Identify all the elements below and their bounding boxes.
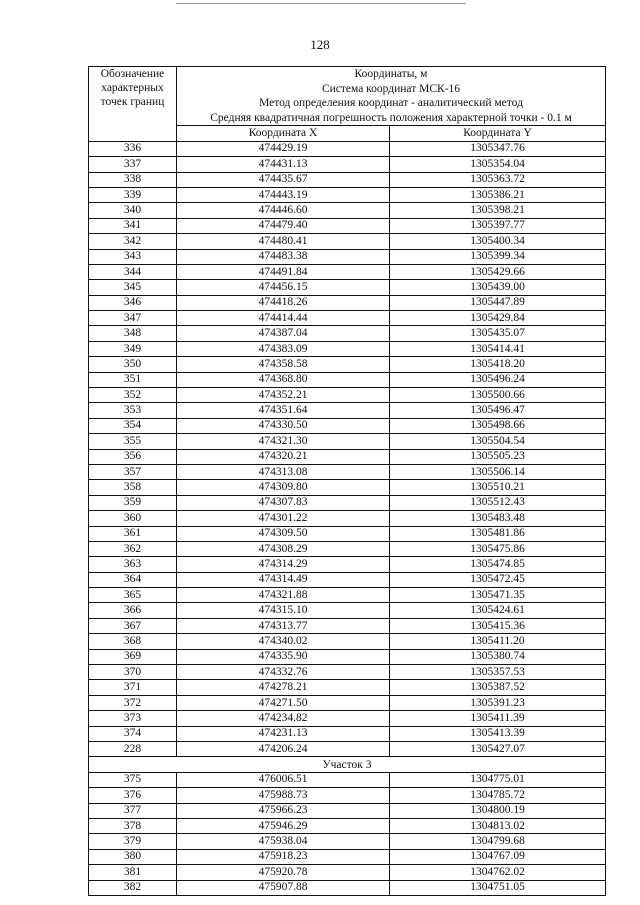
coord-y-cell: 1305357.53: [390, 665, 606, 680]
point-id-cell: 368: [89, 634, 177, 649]
point-id-cell: 339: [89, 187, 177, 202]
coord-y-cell: 1304775.01: [390, 772, 606, 787]
coordinates-header: [177, 67, 606, 126]
point-id-cell: 381: [89, 865, 177, 880]
table-row: [89, 157, 606, 172]
coord-y-cell: 1305380.74: [390, 649, 606, 664]
point-id-cell: 348: [89, 326, 177, 341]
table-row: [89, 695, 606, 710]
point-id-cell: 375: [89, 772, 177, 787]
coord-x-cell: 474431.13: [177, 157, 390, 172]
point-id-cell: 373: [89, 711, 177, 726]
coord-x-cell: 475946.29: [177, 818, 390, 833]
coord-x-cell: 474418.26: [177, 295, 390, 310]
point-id-cell: 378: [89, 818, 177, 833]
table-row: [89, 849, 606, 864]
coord-x-cell: 474308.29: [177, 541, 390, 556]
point-id-cell: 357: [89, 464, 177, 479]
point-id-cell: 374: [89, 726, 177, 741]
section-label: Участок 3: [89, 757, 606, 772]
coord-x-cell: 474271.50: [177, 695, 390, 710]
coord-x-cell: 474351.64: [177, 403, 390, 418]
coord-y-cell: 1305397.77: [390, 218, 606, 233]
coord-y-cell: 1305414.41: [390, 341, 606, 356]
coord-y-cell: 1304767.09: [390, 849, 606, 864]
coord-x-cell: 474491.84: [177, 264, 390, 279]
coord-y-cell: 1305398.21: [390, 203, 606, 218]
coord-y-cell: 1305400.34: [390, 234, 606, 249]
coord-x-cell: 474414.44: [177, 311, 390, 326]
coord-y-cell: 1305427.07: [390, 742, 606, 757]
coord-y-cell: 1304799.68: [390, 834, 606, 849]
point-id-cell: 350: [89, 357, 177, 372]
point-id-cell: 338: [89, 172, 177, 187]
coord-y-cell: 1305391.23: [390, 695, 606, 710]
coord-x-cell: 474383.09: [177, 341, 390, 356]
coord-y-cell: 1304813.02: [390, 818, 606, 833]
designation-header-line: характерных: [101, 82, 164, 94]
point-id-cell: 349: [89, 341, 177, 356]
coord-x-cell: 475920.78: [177, 865, 390, 880]
table-row: [89, 618, 606, 633]
coordinates-header-line: Метод определения координат - аналитический метод: [259, 97, 523, 110]
point-id-cell: 341: [89, 218, 177, 233]
point-id-cell: 376: [89, 788, 177, 803]
point-id-cell: 364: [89, 572, 177, 587]
coord-y-cell: 1305386.21: [390, 187, 606, 202]
table-row: [89, 880, 606, 895]
table-row: [89, 172, 606, 187]
coordinates-header-line: Система координат МСК-16: [321, 82, 461, 95]
coord-y-cell: 1305387.52: [390, 680, 606, 695]
table-row: [89, 865, 606, 880]
coord-y-cell: 1305481.86: [390, 526, 606, 541]
table-row: [89, 557, 606, 572]
coord-x-cell: 474313.08: [177, 464, 390, 479]
table-row: [89, 326, 606, 341]
table-row: [89, 726, 606, 741]
coord-x-cell: 474206.24: [177, 742, 390, 757]
table-row: [89, 311, 606, 326]
table-row: [89, 803, 606, 818]
coord-y-cell: 1305418.20: [390, 357, 606, 372]
point-id-cell: 370: [89, 665, 177, 680]
point-id-cell: 369: [89, 649, 177, 664]
coord-y-cell: 1305500.66: [390, 388, 606, 403]
table-row: [89, 234, 606, 249]
table-row: [89, 187, 606, 202]
point-id-cell: 355: [89, 434, 177, 449]
point-id-cell: 347: [89, 311, 177, 326]
point-id-cell: 361: [89, 526, 177, 541]
section-row: [89, 757, 606, 772]
header-row: [89, 67, 606, 126]
table-row: [89, 280, 606, 295]
table-row: [89, 495, 606, 510]
coord-x-cell: 474358.58: [177, 357, 390, 372]
table-row: [89, 449, 606, 464]
point-id-cell: 353: [89, 403, 177, 418]
coord-y-cell: 1305435.07: [390, 326, 606, 341]
point-id-cell: 380: [89, 849, 177, 864]
table-row: [89, 357, 606, 372]
coord-y-cell: 1305447.89: [390, 295, 606, 310]
coord-y-cell: 1305512.43: [390, 495, 606, 510]
point-id-cell: 358: [89, 480, 177, 495]
coord-y-cell: 1304800.19: [390, 803, 606, 818]
coord-x-cell: 474480.41: [177, 234, 390, 249]
table-row: [89, 218, 606, 233]
coord-x-cell: 476006.51: [177, 772, 390, 787]
coord-y-cell: 1304762.02: [390, 865, 606, 880]
coord-x-cell: 474315.10: [177, 603, 390, 618]
coord-y-cell: 1305483.48: [390, 511, 606, 526]
coord-y-cell: 1305413.39: [390, 726, 606, 741]
coord-x-cell: 474314.49: [177, 572, 390, 587]
coord-y-cell: 1305363.72: [390, 172, 606, 187]
table-row: [89, 403, 606, 418]
point-id-cell: 346: [89, 295, 177, 310]
coord-x-cell: 475938.04: [177, 834, 390, 849]
coord-x-cell: 474309.50: [177, 526, 390, 541]
table-row: [89, 203, 606, 218]
coordinates-header-line: Средняя квадратичная погрешность положения характерной точки - 0.1 м: [210, 111, 572, 124]
coord-y-cell: 1305354.04: [390, 157, 606, 172]
coord-x-cell: 474231.13: [177, 726, 390, 741]
point-id-cell: 377: [89, 803, 177, 818]
coord-x-cell: 474387.04: [177, 326, 390, 341]
table-row: [89, 772, 606, 787]
table-row: [89, 834, 606, 849]
point-id-cell: 345: [89, 280, 177, 295]
table-row: [89, 464, 606, 479]
point-id-cell: 367: [89, 618, 177, 633]
table-row: [89, 634, 606, 649]
table-row: [89, 788, 606, 803]
table-row: [89, 295, 606, 310]
coord-x-cell: 474429.19: [177, 141, 390, 156]
designation-header: [89, 67, 177, 142]
coord-y-cell: 1305498.66: [390, 418, 606, 433]
table-row: [89, 372, 606, 387]
coord-x-cell: 474321.88: [177, 588, 390, 603]
coord-x-cell: 474335.90: [177, 649, 390, 664]
coord-x-cell: 475966.23: [177, 803, 390, 818]
coord-y-cell: 1305475.86: [390, 541, 606, 556]
point-id-cell: 363: [89, 557, 177, 572]
coord-x-cell: 474479.40: [177, 218, 390, 233]
coord-x-cell: 474321.30: [177, 434, 390, 449]
coord-y-cell: 1305411.39: [390, 711, 606, 726]
coord-y-cell: 1305505.23: [390, 449, 606, 464]
table-row: [89, 742, 606, 757]
coord-y-cell: 1305472.45: [390, 572, 606, 587]
table-row: [89, 541, 606, 556]
table-row: [89, 249, 606, 264]
page-number: 128: [310, 37, 330, 52]
coord-y-cell: 1305496.24: [390, 372, 606, 387]
top-rule: [176, 3, 466, 4]
table-row: [89, 418, 606, 433]
table-row: [89, 480, 606, 495]
point-id-cell: 365: [89, 588, 177, 603]
point-id-cell: 343: [89, 249, 177, 264]
designation-header-line: точек границ: [100, 96, 165, 108]
coordinates-table: [88, 66, 606, 896]
coord-x-cell: 474443.19: [177, 187, 390, 202]
coord-y-cell: 1305510.21: [390, 480, 606, 495]
coord-x-cell: 474330.50: [177, 418, 390, 433]
table-row: [89, 588, 606, 603]
coord-x-cell: 474313.77: [177, 618, 390, 633]
point-id-cell: 336: [89, 141, 177, 156]
coord-x-cell: 474301.22: [177, 511, 390, 526]
table-row: [89, 818, 606, 833]
point-id-cell: 371: [89, 680, 177, 695]
coord-x-cell: 474278.21: [177, 680, 390, 695]
coord-y-cell: 1305474.85: [390, 557, 606, 572]
coord-y-cell: 1305504.54: [390, 434, 606, 449]
coord-x-cell: 474340.02: [177, 634, 390, 649]
coord-x-cell: 474352.21: [177, 388, 390, 403]
coord-y-cell: 1305471.35: [390, 588, 606, 603]
coord-x-cell: 474314.29: [177, 557, 390, 572]
point-id-cell: 372: [89, 695, 177, 710]
coord-x-cell: 474368.80: [177, 372, 390, 387]
point-id-cell: 356: [89, 449, 177, 464]
coord-y-cell: 1304751.05: [390, 880, 606, 895]
designation-header-line: Обозначение: [100, 68, 165, 80]
coord-x-cell: 474320.21: [177, 449, 390, 464]
point-id-cell: 362: [89, 541, 177, 556]
point-id-cell: 366: [89, 603, 177, 618]
coord-x-cell: 475988.73: [177, 788, 390, 803]
coord-x-cell: 474435.67: [177, 172, 390, 187]
coord-y-cell: 1304785.72: [390, 788, 606, 803]
table-row: [89, 434, 606, 449]
point-id-cell: 351: [89, 372, 177, 387]
coord-y-cell: 1305496.47: [390, 403, 606, 418]
col-x-header: Координата X: [177, 126, 390, 141]
coord-x-cell: 474446.60: [177, 203, 390, 218]
coord-x-cell: 474234.82: [177, 711, 390, 726]
coord-x-cell: 475907.88: [177, 880, 390, 895]
coord-y-cell: 1305506.14: [390, 464, 606, 479]
coord-y-cell: 1305429.84: [390, 311, 606, 326]
table-row: [89, 141, 606, 156]
coord-y-cell: 1305411.20: [390, 634, 606, 649]
coord-x-cell: 474483.38: [177, 249, 390, 264]
coord-y-cell: 1305424.61: [390, 603, 606, 618]
table-row: [89, 711, 606, 726]
coord-y-cell: 1305399.34: [390, 249, 606, 264]
point-id-cell: 342: [89, 234, 177, 249]
coord-y-cell: 1305415.36: [390, 618, 606, 633]
point-id-cell: 344: [89, 264, 177, 279]
point-id-cell: 360: [89, 511, 177, 526]
coord-x-cell: 475918.23: [177, 849, 390, 864]
table-row: [89, 341, 606, 356]
point-id-cell: 382: [89, 880, 177, 895]
coord-y-cell: 1305439.00: [390, 280, 606, 295]
table-row: [89, 264, 606, 279]
col-y-header: Координата Y: [390, 126, 606, 141]
table-row: [89, 603, 606, 618]
coord-x-cell: 474456.15: [177, 280, 390, 295]
table-row: [89, 526, 606, 541]
coord-y-cell: 1305429.66: [390, 264, 606, 279]
table-row: [89, 680, 606, 695]
point-id-cell: 340: [89, 203, 177, 218]
point-id-cell: 359: [89, 495, 177, 510]
coord-x-cell: 474307.83: [177, 495, 390, 510]
coord-x-cell: 474332.76: [177, 665, 390, 680]
point-id-cell: 352: [89, 388, 177, 403]
point-id-cell: 228: [89, 742, 177, 757]
table-row: [89, 572, 606, 587]
table-row: [89, 388, 606, 403]
coordinates-header-line: Координаты, м: [354, 68, 428, 80]
coord-y-cell: 1305347.76: [390, 141, 606, 156]
point-id-cell: 379: [89, 834, 177, 849]
coord-x-cell: 474309.80: [177, 480, 390, 495]
point-id-cell: 354: [89, 418, 177, 433]
table-row: [89, 511, 606, 526]
table-row: [89, 665, 606, 680]
point-id-cell: 337: [89, 157, 177, 172]
table-row: [89, 649, 606, 664]
